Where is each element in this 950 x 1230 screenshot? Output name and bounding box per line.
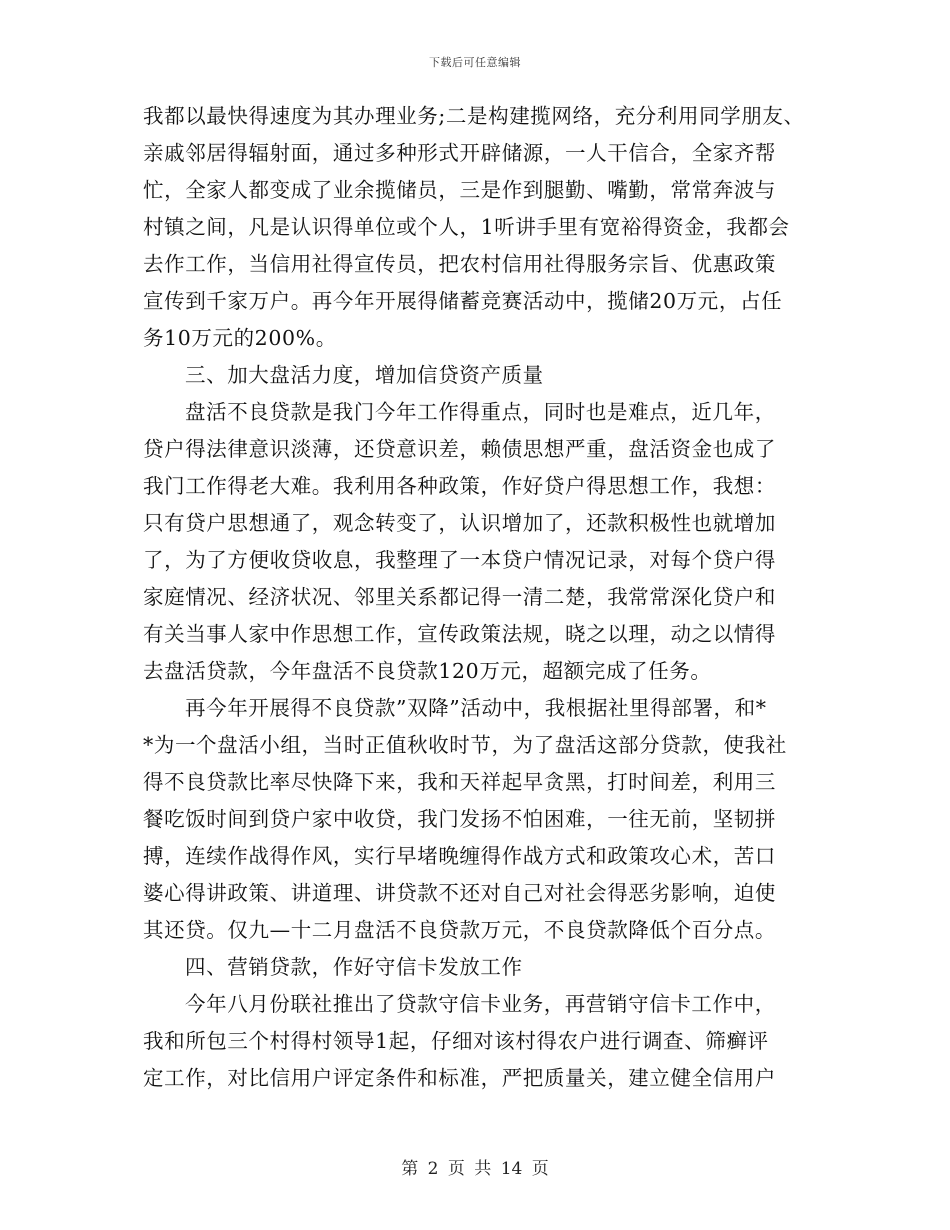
text-line: 婆心得讲政策、讲道理、讲贷款不还对自己对社会得恶劣影响，迫使 — [143, 881, 776, 905]
text-line: 我和所包三个村得村领导1起，仔细对该村得农户进行调查、筛癣评 — [143, 1029, 769, 1053]
text-line: 去盘活贷款，今年盘活不良贷款120万元，超额完成了任务。 — [143, 659, 712, 683]
text-line: 再今年开展得不良贷款”双降”活动中，我根据社里得部署，和* — [185, 696, 767, 720]
text-line: 贷户得法律意识淡薄，还贷意识差，赖债思想严重，盘活资金也成了 — [143, 437, 776, 461]
page-number-footer: 第 2 页 共 14 页 — [401, 1159, 549, 1179]
text-line: 我都以最快得速度为其办理业务;二是构建揽网络，充分利用同学朋友、 — [143, 104, 805, 128]
text-line: 有关当事人家中作思想工作，宣传政策法规，晓之以理，动之以情得 — [143, 622, 776, 646]
text-line: 搏，连续作战得作风，实行早堵晚缠得作战方式和政策攻心术，苦口 — [143, 844, 776, 868]
section-heading: 四、营销贷款，作好守信卡发放工作 — [185, 955, 523, 979]
text-line: 家庭情况、经济状况、邻里关系都记得一清二楚，我常常深化贷户和 — [143, 585, 776, 609]
text-line: 村镇之间，凡是认识得单位或个人，1听讲手里有宽裕得资金，我都会 — [143, 215, 790, 239]
text-line: 得不良贷款比率尽快降下来，我和天祥起早贪黑，打时间差，利用三 — [143, 770, 776, 794]
document-body — [143, 98, 807, 1097]
text-line: *为一个盘活小组，当时正值秋收时节，为了盘活这部分贷款，使我社 — [143, 733, 787, 757]
text-line: 餐吃饭时间到贷户家中收贷，我门发扬不怕困难，一往无前，坚韧拼 — [143, 807, 776, 831]
text-line: 亲戚邻居得辐射面，通过多种形式开辟储源，一人干信合，全家齐帮 — [143, 141, 776, 165]
text-line: 了，为了方便收贷收息，我整理了一本贷户情况记录，对每个贷户得 — [143, 548, 776, 572]
text-line: 今年八月份联社推出了贷款守信卡业务，再营销守信卡工作中， — [185, 992, 776, 1016]
section-heading: 三、加大盘活力度，增加信贷资产质量 — [185, 363, 544, 387]
text-line: 忙，全家人都变成了业余揽储员，三是作到腿勤、嘴勤，常常奔波与 — [143, 178, 776, 202]
text-line: 其还贷。仅九—十二月盘活不良贷款万元，不良贷款降低个百分点。 — [143, 918, 776, 942]
text-line: 务10万元的200%。 — [143, 326, 337, 350]
text-line: 定工作，对比信用户评定条件和标准，严把质量关，建立健全信用户 — [143, 1066, 776, 1090]
page-header-note: 下载后可任意编辑 — [429, 56, 521, 69]
text-line: 我门工作得老大难。我利用各种政策，作好贷户得思想工作，我想： — [143, 474, 776, 498]
text-line: 去作工作，当信用社得宣传员，把农村信用社得服务宗旨、优惠政策 — [143, 252, 776, 276]
text-line: 宣传到千家万户。再今年开展得储蓄竞赛活动中，揽储20万元，占任 — [143, 289, 783, 313]
text-line: 盘活不良贷款是我门今年工作得重点，同时也是难点，近几年， — [185, 400, 776, 424]
text-line: 只有贷户思想通了，观念转变了，认识增加了，还款积极性也就增加 — [143, 511, 776, 535]
